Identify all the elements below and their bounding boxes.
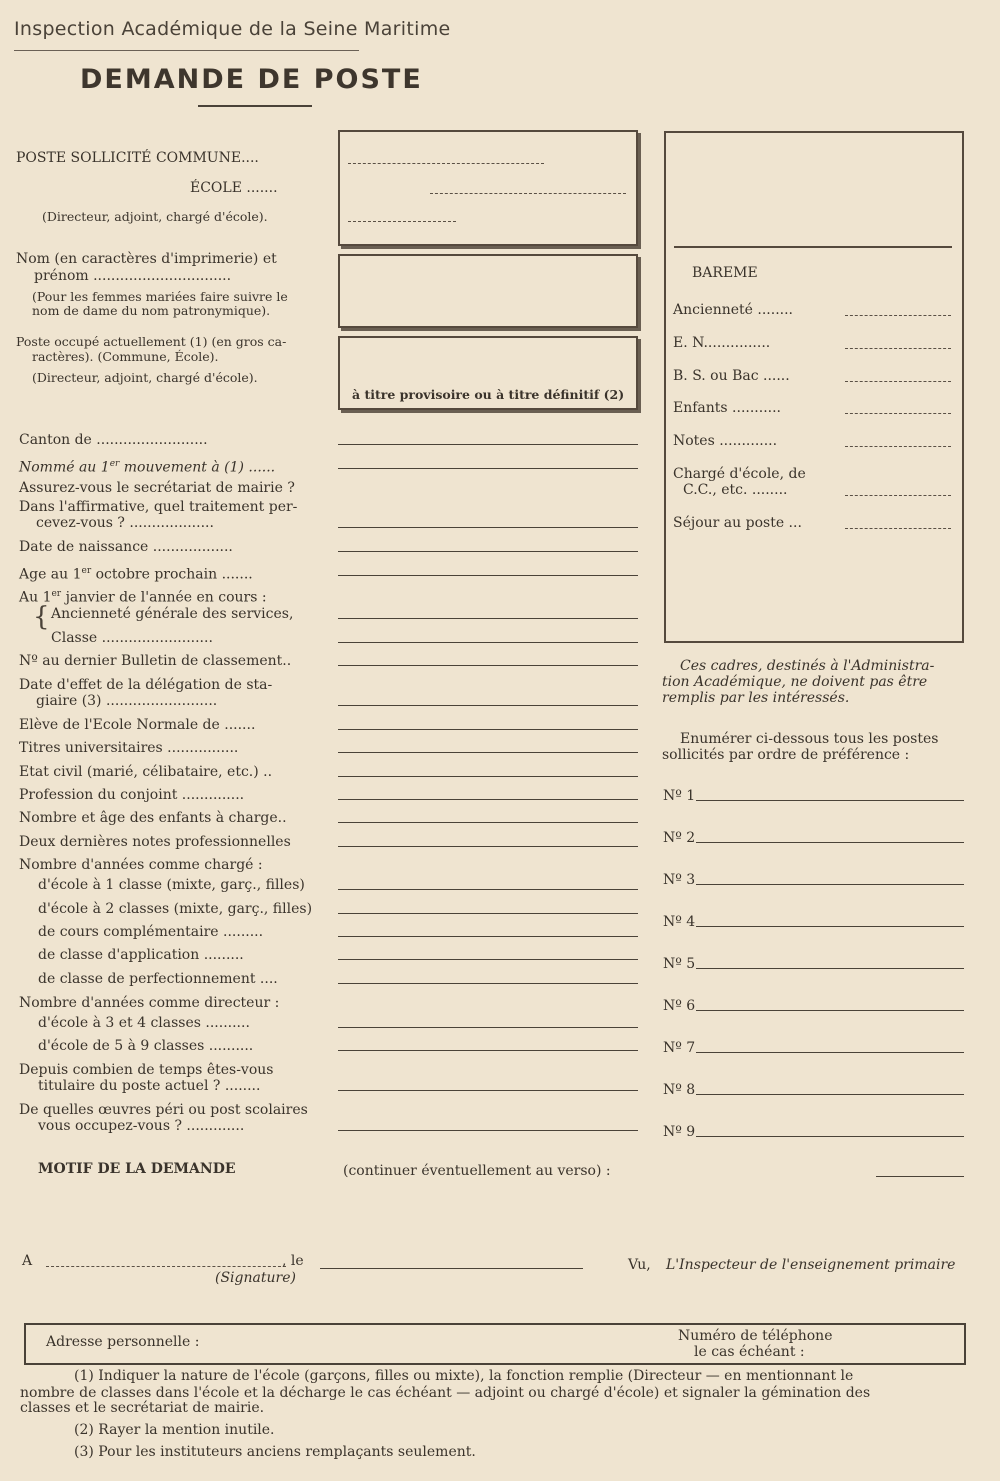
label-directeur-2: d'école de 5 à 9 classes ..........	[38, 1038, 254, 1054]
poste-occupe-box[interactable]	[338, 336, 638, 410]
canton-field[interactable]	[338, 444, 638, 445]
preference-field-1[interactable]	[696, 800, 964, 801]
label-occupe-2: ractères). (Commune, École).	[32, 349, 219, 364]
page-title: DEMANDE DE POSTE	[80, 64, 423, 95]
notes-pro-field[interactable]	[338, 846, 638, 847]
label-depuis-1: Depuis combien de temps êtes-vous	[19, 1062, 274, 1078]
address-box	[24, 1323, 966, 1365]
header-rule	[14, 50, 359, 51]
nomme-field[interactable]	[338, 468, 638, 469]
bareme-charge-1: Chargé d'école, de	[673, 466, 806, 482]
preference-label-2: Nº 2	[663, 830, 696, 846]
label-charge-1: d'école à 1 classe (mixte, garç., filles)	[38, 877, 305, 893]
eleve-field[interactable]	[338, 729, 638, 730]
signature-a-label: A	[22, 1253, 33, 1269]
classe-field[interactable]	[338, 642, 638, 643]
label-nom-note-1: (Pour les femmes mariées faire suivre le	[32, 289, 288, 304]
signature-place-field[interactable]	[46, 1266, 286, 1267]
label-effet-1: Date d'effet de la délégation de sta-	[19, 677, 273, 693]
bareme-box	[664, 131, 964, 643]
label-charge-head: Nombre d'années comme chargé :	[19, 857, 263, 873]
preferences-intro-1: Enumérer ci-dessous tous les postes	[680, 731, 939, 747]
bareme-note-2: tion Académique, ne doivent pas être	[662, 674, 928, 690]
titre-provisoire-definitif: à titre provisoire ou à titre définitif (2)	[352, 387, 625, 402]
preference-label-5: Nº 5	[663, 956, 696, 972]
phone-label-2: le cas échéant :	[694, 1344, 805, 1360]
label-eleve: Elève de l'Ecole Normale de .......	[19, 717, 256, 733]
preferences-intro-2: sollicités par ordre de préférence :	[662, 747, 910, 763]
label-directeur-head: Nombre d'années comme directeur :	[19, 995, 280, 1011]
label-affirmative-1: Dans l'affirmative, quel traitement per-	[19, 499, 298, 515]
directeur-2-field[interactable]	[338, 1050, 638, 1051]
bareme-en-field[interactable]	[845, 348, 951, 349]
traitement-field[interactable]	[338, 527, 638, 528]
label-charge-3: de cours complémentaire .........	[38, 924, 264, 940]
bareme-enfants-field[interactable]	[845, 413, 951, 414]
bareme-charge-2: C.C., etc. ........	[683, 482, 788, 498]
inspecteur-label: L'Inspecteur de l'enseignement primaire	[666, 1257, 956, 1273]
motif-label: MOTIF DE LA DEMANDE	[38, 1161, 236, 1177]
preference-field-7[interactable]	[696, 1052, 964, 1053]
naissance-field[interactable]	[338, 551, 638, 552]
label-titres: Titres universitaires ................	[19, 740, 239, 756]
profession-field[interactable]	[338, 799, 638, 800]
preference-label-3: Nº 3	[663, 872, 696, 888]
label-nom-1: Nom (en caractères d'imprimerie) et	[16, 251, 277, 267]
label-canton: Canton de .........................	[19, 432, 208, 448]
label-depuis-2: titulaire du poste actuel ? ........	[38, 1078, 261, 1094]
oeuvres-field[interactable]	[338, 1130, 638, 1131]
ecole-field[interactable]	[430, 193, 626, 194]
preference-field-8[interactable]	[696, 1094, 964, 1095]
label-profession: Profession du conjoint ..............	[19, 787, 245, 803]
bareme-title: BAREME	[692, 265, 758, 281]
title-rule	[198, 105, 312, 107]
label-oeuvres-1: De quelles œuvres péri ou post scolaires	[19, 1102, 308, 1118]
preference-field-9[interactable]	[696, 1136, 964, 1137]
label-occupe-3: (Directeur, adjoint, chargé d'école).	[32, 370, 258, 385]
charge-3-field[interactable]	[338, 936, 638, 937]
bareme-bac: B. S. ou Bac ......	[673, 368, 790, 384]
label-poste-commune: POSTE SOLLICITÉ COMMUNE....	[16, 150, 259, 166]
label-etat-civil: Etat civil (marié, célibataire, etc.) ..	[19, 764, 273, 780]
label-janvier: Au 1er janvier de l'année en cours :	[19, 589, 267, 606]
motif-note: (continuer éventuellement au verso) :	[343, 1163, 611, 1179]
preference-field-4[interactable]	[696, 926, 964, 927]
preference-label-4: Nº 4	[663, 914, 696, 930]
label-effet-2: giaire (3) .........................	[36, 693, 218, 709]
signature-caption: (Signature)	[215, 1270, 296, 1286]
label-affirmative-2: cevez-vous ? ...................	[36, 515, 214, 531]
preference-field-6[interactable]	[696, 1010, 964, 1011]
label-naissance: Date de naissance ..................	[19, 539, 233, 555]
footnote-1-line-1: (1) Indiquer la nature de l'école (garçons, filles ou mixte), la fonction remplie (Directeur — en mentionnant le	[74, 1368, 854, 1384]
anciennete-field[interactable]	[338, 618, 638, 619]
age-field[interactable]	[338, 575, 638, 576]
bareme-en: E. N...............	[673, 335, 771, 351]
bareme-anciennete: Ancienneté ........	[673, 302, 794, 318]
preference-label-8: Nº 8	[663, 1082, 696, 1098]
label-classe: Classe .........................	[51, 630, 213, 646]
charge-1-field[interactable]	[338, 889, 638, 890]
bareme-notes: Notes .............	[673, 433, 778, 449]
phone-label-1: Numéro de téléphone	[678, 1328, 833, 1344]
footnote-1-line-2: nombre de classes dans l'école et la décharge le cas échéant — adjoint ou chargé d'école) et signaler la gémination des	[20, 1385, 871, 1401]
poste-sollicite-box	[338, 130, 638, 246]
bareme-sejour-field[interactable]	[845, 528, 951, 529]
preference-label-1: Nº 1	[663, 788, 696, 804]
label-nom-2: prénom ...............................	[34, 268, 232, 284]
depuis-field[interactable]	[338, 1090, 638, 1091]
preference-label-7: Nº 7	[663, 1040, 696, 1056]
label-occupe-1: Poste occupé actuellement (1) (en gros ca-	[16, 334, 287, 349]
signature-le-label: , le	[282, 1253, 304, 1269]
etat-civil-field[interactable]	[338, 776, 638, 777]
titres-field[interactable]	[338, 752, 638, 753]
charge-4-field[interactable]	[338, 959, 638, 960]
label-charge-4: de classe d'application .........	[38, 947, 244, 963]
bareme-sejour: Séjour au poste ...	[673, 515, 802, 531]
label-enfants: Nombre et âge des enfants à charge..	[19, 810, 287, 826]
label-oeuvres-2: vous occupez-vous ? .............	[38, 1118, 245, 1134]
effet-field[interactable]	[338, 705, 638, 706]
preference-field-3[interactable]	[696, 884, 964, 885]
footnote-1-line-3: classes et le secrétariat de mairie.	[20, 1400, 265, 1416]
label-secretariat: Assurez-vous le secrétariat de mairie ?	[19, 480, 295, 496]
motif-field[interactable]	[876, 1176, 964, 1177]
nom-box[interactable]	[338, 254, 638, 328]
bareme-bac-field[interactable]	[845, 381, 951, 382]
bareme-charge-field[interactable]	[845, 495, 951, 496]
footnote-3: (3) Pour les instituteurs anciens remplaçants seulement.	[74, 1444, 476, 1460]
label-bulletin: Nº au dernier Bulletin de classement..	[19, 653, 292, 669]
label-nom-note-2: nom de dame du nom patronymique).	[32, 303, 271, 318]
address-field[interactable]	[236, 1325, 676, 1361]
bareme-note-1: Ces cadres, destinés à l'Administra-	[680, 658, 935, 674]
label-directeur-1: d'école à 3 et 4 classes ..........	[38, 1015, 250, 1031]
bulletin-field[interactable]	[338, 665, 638, 666]
preference-label-6: Nº 6	[663, 998, 696, 1014]
preference-field-5[interactable]	[696, 968, 964, 969]
fonction-field[interactable]	[348, 221, 456, 222]
footnote-2: (2) Rayer la mention inutile.	[74, 1422, 275, 1438]
label-poste-fonction: (Directeur, adjoint, chargé d'école).	[42, 209, 268, 224]
directeur-1-field[interactable]	[338, 1027, 638, 1028]
enfants-field[interactable]	[338, 822, 638, 823]
label-nomme: Nommé au 1er mouvement à (1) ......	[19, 459, 276, 476]
address-label: Adresse personnelle :	[46, 1334, 200, 1350]
label-poste-ecole: ÉCOLE .......	[190, 180, 278, 196]
bareme-note-3: remplis par les intéressés.	[662, 690, 850, 706]
preference-label-9: Nº 9	[663, 1124, 696, 1140]
commune-field[interactable]	[348, 163, 544, 164]
label-notes-pro: Deux dernières notes professionnelles	[19, 834, 291, 850]
institution-header: Inspection Académique de la Seine Maritime	[14, 18, 451, 40]
charge-5-field[interactable]	[338, 983, 638, 984]
bareme-anciennete-field[interactable]	[845, 315, 951, 316]
bareme-notes-field[interactable]	[845, 446, 951, 447]
charge-2-field[interactable]	[338, 913, 638, 914]
label-charge-5: de classe de perfectionnement ....	[38, 971, 278, 987]
signature-date-field[interactable]	[320, 1268, 583, 1269]
label-anciennete: Ancienneté générale des services,	[51, 606, 294, 622]
vu-label: Vu,	[628, 1257, 651, 1273]
preference-field-2[interactable]	[696, 842, 964, 843]
brace-symbol: {	[33, 602, 50, 632]
bareme-enfants: Enfants ...........	[673, 400, 781, 416]
label-age: Age au 1er octobre prochain .......	[19, 566, 253, 583]
label-charge-2: d'école à 2 classes (mixte, garç., filles)	[38, 901, 313, 917]
bareme-divider	[674, 246, 952, 248]
